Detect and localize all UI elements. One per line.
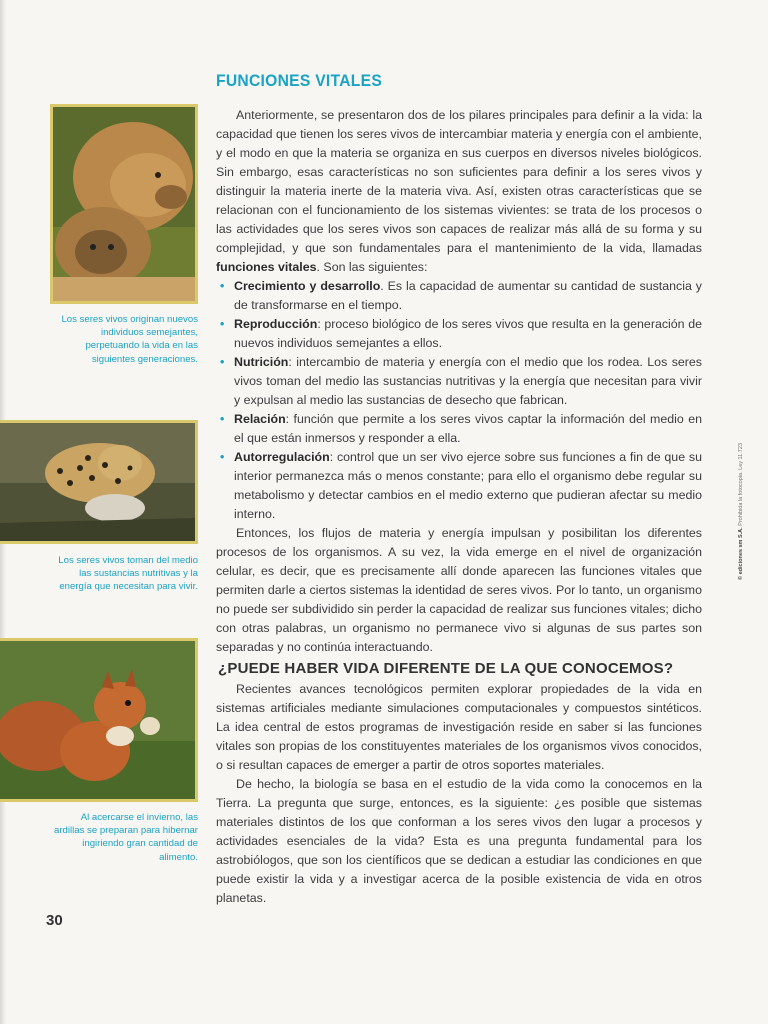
bullet-icon: •	[220, 317, 225, 331]
bullet-icon: •	[220, 279, 225, 293]
intro-text-end: . Son las siguientes:	[316, 260, 428, 274]
bullet-icon: •	[220, 412, 225, 426]
list-item-text: : función que permite a los seres vivos captar la información del medio en el que están inmersos y responder a ella.	[234, 412, 702, 445]
paragraph: Recientes avances tecnológicos permiten explorar propiedades de la vida en sistemas artificiales mediante simulaciones computacionales y compuestos sintéticos. La idea central de estos programas de investigación reside en saber si las funciones vitales son propias de los constituyentes materiales de los organismos vivos conocidos, o si resultan capaces de emerger a partir de otros soportes materiales.	[216, 682, 702, 772]
list-item	[216, 410, 702, 448]
list-item	[216, 315, 702, 353]
list-item-term: Nutrición	[234, 355, 289, 369]
page-number: 30	[46, 912, 63, 929]
list-item	[216, 277, 702, 315]
list-item-term: Reproducción	[234, 317, 318, 331]
list-item	[216, 353, 702, 410]
list-item-text: : proceso biológico de los seres vivos que resulta en la generación de nuevos individuos semejantes a ellos.	[234, 317, 702, 350]
list-item-text: : intercambio de materia y energía con el medio que los rodea. Los seres vivos toman del medio las sustancias nutritivas y la energía que necesitan para vivir y expulsan al medio las sustancias de desecho que fabrican.	[234, 355, 702, 407]
list-item-text: : control que un ser vivo ejerce sobre sus funciones a fin de que su interior permanezca más o menos constante; para ello el organismo debe regular su metabolismo y detectar cambios en el medio externo que pudieran afectar su medio interno.	[234, 450, 702, 521]
section-title: FUNCIONES VITALES	[216, 71, 383, 90]
list-item-text: . Es la capacidad de aumentar su cantidad de sustancia y de transformarse en el tiempo.	[234, 279, 702, 312]
lion-caption: Los seres vivos originan nuevos individuos semejantes, perpetuando la vida en las siguientes generaciones.	[61, 314, 198, 365]
copyright-owner: © ediciones sm S.A.	[738, 527, 744, 580]
copyright-note	[738, 420, 750, 580]
squirrel-caption: Al acercarse el invierno, las ardillas se preparan para hibernar ingiriendo gran cantidad de alimento.	[54, 812, 198, 863]
list-item-term: Relación	[234, 412, 286, 426]
paragraph: De hecho, la biología se basa en el estudio de la vida como la conocemos en la Tierra. La pregunta que surge, entonces, es la siguiente: ¿es posible que sistemas materiales distintos de los que conforman a los seres vivos den lugar a procesos y actividades esenciales de la vida? Esta es una pregunta fundamental para los astrobiólogos, que son los científicos que se dedican a estudiar las condiciones en que puede existir la vida y a investigar acerca de la posible existencia de vida en otros planetas.	[216, 777, 702, 905]
section-body	[216, 106, 702, 657]
intro-text: Anteriormente, se presentaron dos de los pilares principales para definir a la vida: la capacidad que tienen los seres vivos de intercambiar materia y energía con el ambiente, y el modo en que la materia se organiza en sus cuerpos en diversos niveles biológicos. Sin embargo, esas características no son suficientes para definir a los seres vivos y distinguir la materia inerte de la materia viva. Así, existen otras características que se relacionan con el funcionamiento de los sistemas vivientes: se trata de los procesos o las actividades que los seres vivos son capaces de realizar más allá de su forma y su complejidad, y que son fundamentales para el mantenimiento de la vida, llamadas	[216, 108, 702, 255]
bullet-icon: •	[220, 450, 225, 464]
cheetah-caption: Los seres vivos toman del medio las sustancias nutritivas y la energía que necesitan para vivir.	[58, 555, 198, 593]
subsection-body	[216, 680, 702, 908]
lion-photo	[50, 104, 198, 304]
bullet-icon: •	[220, 355, 225, 369]
list-item-term: Autorregulación	[234, 450, 330, 464]
section-subtitle: ¿PUEDE HABER VIDA DIFERENTE DE LA QUE CONOCEMOS?	[218, 660, 674, 677]
list-item-term: Crecimiento y desarrollo	[234, 279, 381, 293]
cheetah-photo	[0, 420, 198, 544]
squirrel-photo	[0, 638, 198, 802]
vital-functions-list	[216, 277, 702, 524]
intro-paragraph	[216, 106, 702, 277]
intro-keyword: funciones vitales	[216, 260, 317, 274]
list-item	[216, 448, 702, 524]
closing-paragraph: Entonces, los flujos de materia y energía impulsan y posibilitan los diferentes procesos de los organismos. A su vez, la vida emerge en el nivel de organización celular, es decir, que es precisamente allí donde aparecen las funciones vitales que permiten darle a ciertos sistemas la identidad de seres vivos. Por lo tanto, un organismo no puede ser subdividido sin perder la capacidad de realizar sus funciones vitales; dicho con otras palabras, un organismo no permanece vivo si algunas de sus partes son separadas y no continúa interactuando.	[216, 526, 702, 654]
copyright-text: Prohibida la fotocopia. Ley 11.723	[738, 443, 744, 528]
